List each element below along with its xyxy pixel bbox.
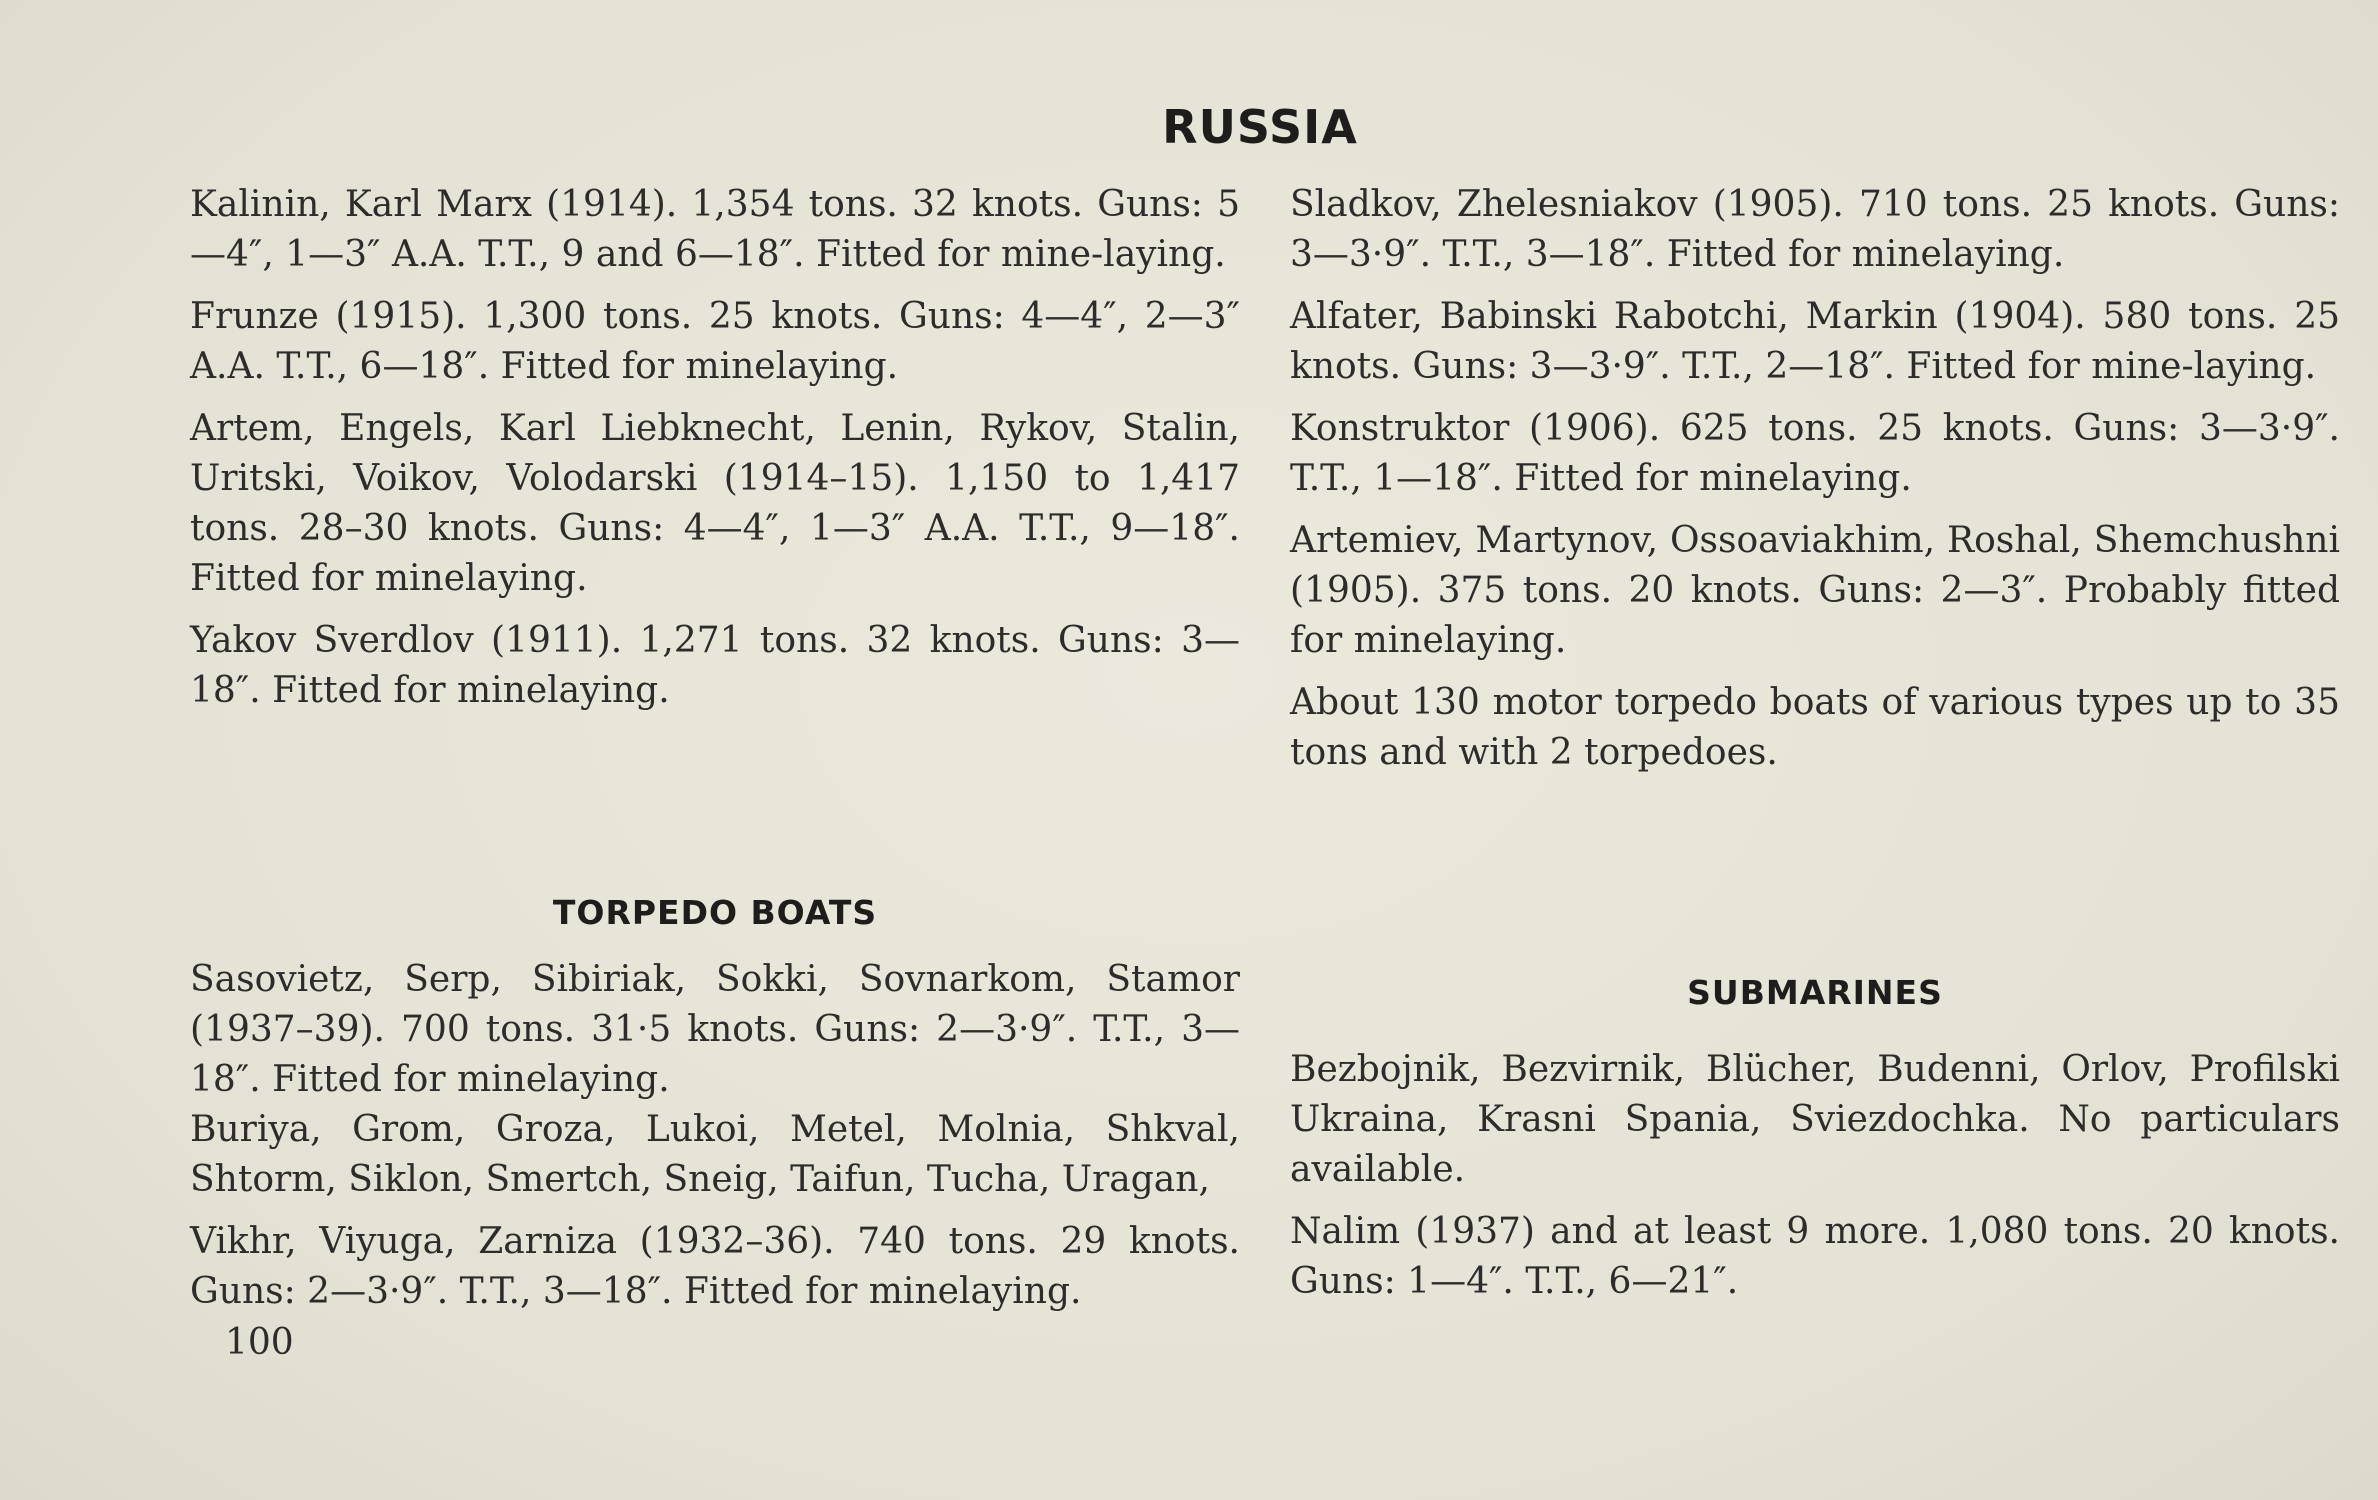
- paragraph-sladkov: Sladkov, Zhelesniakov (1905). 710 tons. 25 knots. Guns: 3—3·9″. T.T., 3—18″. Fitted for minelaying.: [1290, 184, 2340, 275]
- paragraph-artemiev: Artemiev, Martynov, Ossoaviakhim, Roshal, Shemchushni (1905). 375 tons. 20 knots. Guns: 2—3″. Probably fitted for minelaying.: [1290, 520, 2340, 661]
- paragraph-konstruktor: Konstruktor (1906). 625 tons. 25 knots. Guns: 3—3·9″. T.T., 1—18″. Fitted for minelaying.: [1290, 408, 2340, 499]
- paragraph-alfater: Alfater, Babinski Rabotchi, Markin (1904). 580 tons. 25 knots. Guns: 3—3·9″. T.T., 2—18″. Fitted for mine-laying.: [1290, 296, 2340, 387]
- left-column: [190, 180, 1240, 728]
- paragraph-artem: Artem, Engels, Karl Liebknecht, Lenin, Rykov, Stalin, Uritski, Voikov, Volodarski (1914–15). 1,150 to 1,417 tons. 28–30 knots. Guns: 4—4″, 1—3″ A.A. T.T., 9—18″. Fitted for minelaying.: [190, 408, 1240, 599]
- heading-torpedo-boats: TORPEDO BOATS: [552, 893, 878, 932]
- paragraph-nalim: Nalim (1937) and at least 9 more. 1,080 tons. 20 knots. Guns: 1—4″. T.T., 6—21″.: [1290, 1211, 2340, 1302]
- submarines-section: [1290, 1045, 2340, 1319]
- paragraph-yakov-sverdlov: Yakov Sverdlov (1911). 1,271 tons. 32 knots. Guns: 3—18″. Fitted for minelaying.: [190, 620, 1240, 711]
- page-title: RUSSIA: [1162, 100, 1358, 154]
- heading-submarines: SUBMARINES: [1687, 973, 1943, 1012]
- paragraph-vikhr: Vikhr, Viyuga, Zarniza (1932–36). 740 tons. 29 knots. Guns: 2—3·9″. T.T., 3—18″. Fitted for minelaying.: [190, 1221, 1240, 1312]
- paragraph-frunze: Frunze (1915). 1,300 tons. 25 knots. Guns: 4—4″, 2—3″ A.A. T.T., 6—18″. Fitted for minelaying.: [190, 296, 1240, 387]
- paragraph-motor-torpedo-boats: About 130 motor torpedo boats of various types up to 35 tons and with 2 torpedoes.: [1290, 682, 2340, 773]
- paragraph-bezbojnik: Bezbojnik, Bezvirnik, Blücher, Budenni, Orlov, Profilski Ukraina, Krasni Spania, Sviezdochka. No particulars available.: [1290, 1049, 2340, 1190]
- right-column: [1290, 180, 2340, 790]
- paragraph-kalinin: Kalinin, Karl Marx (1914). 1,354 tons. 32 knots. Guns: 5—4″, 1—3″ A.A. T.T., 9 and 6—18″. Fitted for mine-laying.: [190, 184, 1240, 275]
- paragraph-sasovietz: Sasovietz, Serp, Sibiriak, Sokki, Sovnarkom, Stamor (1937–39). 700 tons. 31·5 knots. Guns: 2—3·9″. T.T., 3—18″. Fitted for minelaying.: [190, 959, 1240, 1100]
- page-number: 100: [225, 1322, 294, 1363]
- paragraph-buriya: Buriya, Grom, Groza, Lukoi, Metel, Molnia, Shkval, Shtorm, Siklon, Smertch, Sneig, Taifun, Tucha, Uragan,: [190, 1109, 1240, 1200]
- torpedo-boats-section: [190, 955, 1240, 1329]
